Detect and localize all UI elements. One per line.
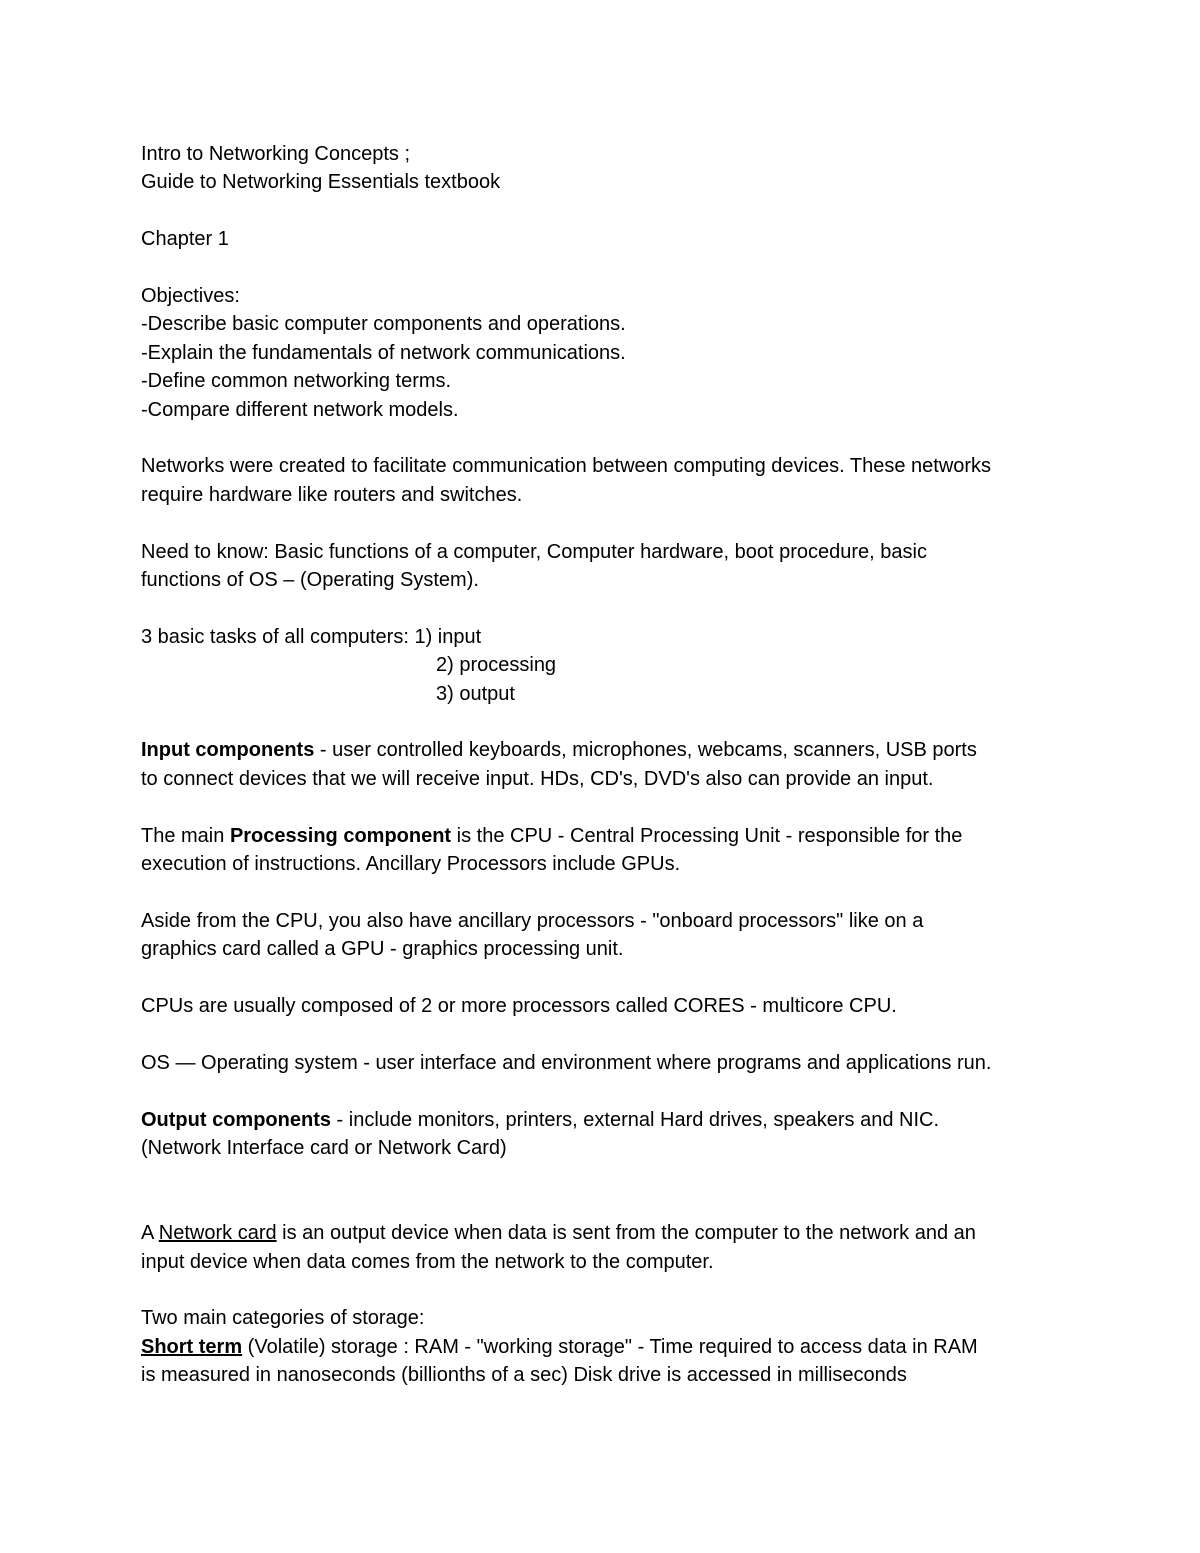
output-components-line: [141, 1106, 1071, 1134]
spacer: [141, 509, 1071, 537]
processing-prefix: The main: [141, 824, 230, 847]
spacer: [141, 708, 1071, 736]
document-subtitle: Guide to Networking Essentials textbook: [141, 171, 501, 194]
short-term-term: Short term: [141, 1335, 243, 1358]
network-card-line: [141, 1219, 1071, 1247]
basic-tasks-line: [141, 623, 1071, 651]
output-components-term: Output components: [141, 1108, 331, 1131]
objectives-heading: Objectives:: [141, 285, 240, 307]
spacer: [141, 594, 1071, 622]
network-card-prefix: A: [141, 1222, 159, 1245]
storage-line: is measured in nanoseconds (billionths of a sec) Disk drive is accessed in milliseconds: [141, 1364, 907, 1387]
input-components-term: Input components: [141, 739, 315, 762]
ancillary-line: Aside from the CPU, you also have ancillary processors - "onboard processors" like on a: [141, 909, 924, 932]
spacer: [141, 878, 1071, 906]
objective-item: -Describe basic computer components and operations.: [141, 313, 626, 336]
networks-paragraph-line: require hardware like routers and switches.: [141, 483, 523, 506]
processing-line: execution of instructions. Ancillary Processors include GPUs.: [141, 853, 681, 876]
spacer: [141, 1077, 1071, 1105]
processing-component-term: Processing component: [229, 824, 452, 847]
os-line: OS — Operating system - user interface and environment where programs and applications run.: [141, 1051, 992, 1074]
spacer: [141, 197, 1071, 225]
document-body: [141, 140, 1071, 1390]
chapter-heading: Chapter 1: [141, 228, 229, 251]
basic-task-item: 1) input: [414, 625, 482, 648]
spacer: [141, 424, 1071, 452]
input-components-line: [141, 736, 1071, 764]
basic-task-item: 2) processing: [436, 654, 557, 677]
storage-heading: Two main categories of storage:: [141, 1307, 425, 1330]
storage-line: [141, 1333, 1071, 1361]
input-components-line: to connect devices that we will receive input. HDs, CD's, DVD's also can provide an input.: [141, 767, 934, 790]
processing-line: [141, 822, 1071, 850]
processing-text: is the CPU - Central Processing Unit - responsible for the: [451, 824, 963, 847]
storage-text: (Volatile) storage : RAM - "working storage" - Time required to access data in RAM: [242, 1335, 978, 1358]
document-title: Intro to Networking Concepts ;: [141, 143, 411, 165]
spacer: [141, 1191, 1071, 1219]
output-components-text: - include monitors, printers, external Hard drives, speakers and NIC.: [330, 1108, 940, 1131]
ancillary-line: graphics card called a GPU - graphics processing unit.: [141, 938, 624, 961]
basic-task-item: 3) output: [436, 682, 515, 705]
spacer: [141, 1162, 1071, 1190]
network-card-text: is an output device when data is sent from the computer to the network and an: [276, 1222, 976, 1245]
objective-item: -Explain the fundamentals of network communications.: [141, 341, 626, 364]
spacer: [141, 254, 1071, 282]
networks-paragraph-line: Networks were created to facilitate communication between computing devices. These networks: [141, 455, 992, 478]
spacer: [141, 1276, 1071, 1304]
need-to-know-line: Need to know: Basic functions of a computer, Computer hardware, boot procedure, basic: [141, 540, 927, 563]
need-to-know-line: functions of OS – (Operating System).: [141, 569, 479, 592]
basic-tasks-lead: 3 basic tasks of all computers:: [141, 625, 409, 648]
spacer: [141, 1020, 1071, 1048]
input-components-text: - user controlled keyboards, microphones, webcams, scanners, USB ports: [314, 739, 977, 762]
network-card-link[interactable]: Network card: [158, 1222, 277, 1245]
network-card-line: input device when data comes from the network to the computer.: [141, 1250, 714, 1273]
spacer: [141, 964, 1071, 992]
objective-item: -Define common networking terms.: [141, 370, 452, 393]
objective-item: -Compare different network models.: [141, 398, 459, 421]
output-components-line: (Network Interface card or Network Card): [141, 1137, 507, 1160]
spacer: [141, 793, 1071, 821]
cpus-line: CPUs are usually composed of 2 or more processors called CORES - multicore CPU.: [141, 995, 897, 1018]
